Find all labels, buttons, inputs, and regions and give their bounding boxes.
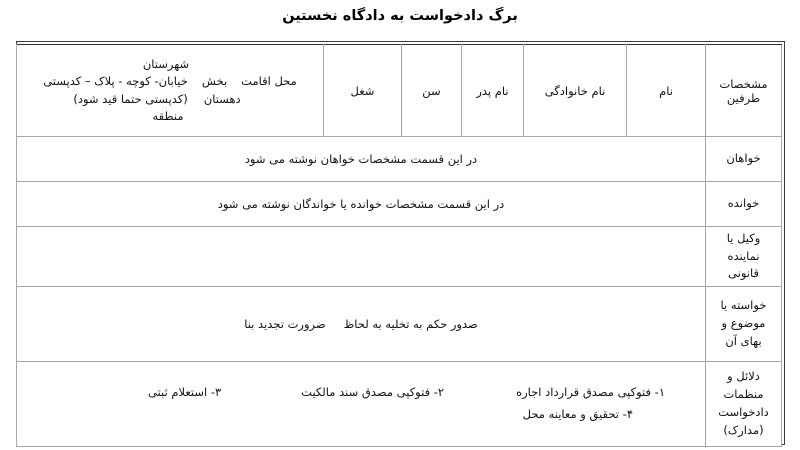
petition-table xyxy=(16,44,782,447)
header-cell-occupation: شغل xyxy=(324,45,402,137)
header-cell-parties xyxy=(706,45,782,137)
documents-line-1 xyxy=(17,382,705,404)
row-label-documents xyxy=(706,362,782,447)
table-row-attorney xyxy=(17,227,782,287)
table-row-documents xyxy=(17,362,782,447)
address-line-residence xyxy=(17,73,323,90)
address-line-region: منطقه xyxy=(152,108,184,123)
header-cell-address xyxy=(17,45,324,137)
row-content-defendant[interactable]: در این قسمت مشخصات خوانده یا خواندگان نوشته می شود xyxy=(17,182,706,227)
address-line-village xyxy=(17,91,323,108)
row-label-plaintiff: خواهان xyxy=(706,137,782,182)
row-label-claim xyxy=(706,287,782,362)
header-parties-line2: طرفین xyxy=(726,90,761,105)
table-row-claim xyxy=(17,287,782,362)
document-item-3: ۳- استعلام ثبتی xyxy=(147,385,222,400)
address-residence-label: محل اقامت xyxy=(241,74,297,89)
header-cell-father-name: نام پدر xyxy=(462,45,524,137)
row-label-documents-line2: منظمات xyxy=(723,387,764,402)
header-parties-line1: مشخصات xyxy=(719,76,768,91)
row-content-claim[interactable] xyxy=(17,287,706,362)
petition-form-frame xyxy=(16,41,785,445)
claim-text-part1: صدور حکم به تخلیه به لحاظ xyxy=(343,316,478,331)
claim-text-part2: ضرورت تجدید بنا xyxy=(244,316,326,331)
address-village-label: دهستان xyxy=(203,91,241,106)
address-district-label: بخش xyxy=(201,74,228,89)
table-row-defendant xyxy=(17,182,782,227)
row-label-documents-line1: دلائل و xyxy=(727,369,760,384)
header-cell-name: نام xyxy=(627,45,706,137)
table-header-row xyxy=(17,45,782,137)
document-item-2: ۲- فتوکپی مصدق سند مالکیت xyxy=(301,385,445,400)
page-title: برگ دادخواست به دادگاه نخستین xyxy=(282,8,518,24)
row-label-claim-line2: موضوع و xyxy=(721,316,766,331)
row-label-attorney-line1: وکیل یا xyxy=(726,230,761,245)
row-label-attorney-line2: نماینده xyxy=(727,248,760,263)
document-item-1: ۱- فتوکپی مصدق قرارداد اجاره xyxy=(516,385,665,400)
header-cell-age: سن xyxy=(402,45,462,137)
row-content-attorney[interactable] xyxy=(17,227,706,287)
row-label-claim-line3: بهای آن xyxy=(725,333,762,348)
row-label-attorney xyxy=(706,227,782,287)
documents-line-2 xyxy=(17,404,705,426)
address-postalcode-note: (کدپستی حتما قید شود) xyxy=(73,91,188,106)
address-line-city: شهرستان xyxy=(142,57,190,71)
row-content-plaintiff[interactable]: در این قسمت مشخصات خواهان نوشته می شود xyxy=(17,137,706,182)
row-label-defendant: خوانده xyxy=(706,182,782,227)
row-label-documents-line3: دادخواست xyxy=(718,405,769,419)
row-label-attorney-line3: قانونی xyxy=(728,266,759,281)
row-content-documents[interactable] xyxy=(17,362,706,447)
header-cell-family-name: نام خانوادگی xyxy=(524,45,627,137)
address-street-label: خیابان- کوچه - پلاک – کدپستی xyxy=(43,74,188,89)
document-item-4: ۴- تحقیق و معاینه محل xyxy=(522,407,633,421)
row-label-documents-line4: (مدارک) xyxy=(723,422,764,437)
table-row-plaintiff xyxy=(17,137,782,182)
row-label-claim-line1: خواسته یا xyxy=(720,298,767,313)
